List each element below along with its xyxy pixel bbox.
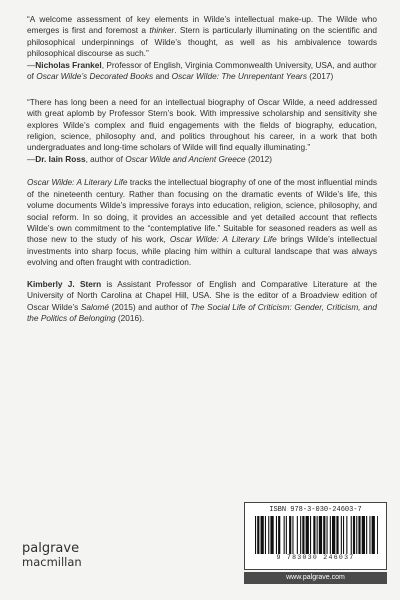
barcode-bar: [300, 516, 301, 554]
author-name: Kimberly J. Stern: [27, 278, 102, 289]
author-bio: Kimberly J. Stern is Assistant Professor of English and Comparative Literature at the University of North Carolina at Chapel Hill, USA. She is the editor of a Broadview edition of Oscar Wilde’s Salomé (2015) and author of The Social Life of Criticism: Gender, Criticism, and the Politics of Belonging (2016).: [27, 278, 378, 324]
barcode-bar: [265, 516, 266, 554]
barcode-bar: [327, 516, 328, 554]
review-attribution-ross: —Dr. Iain Ross, author of Oscar Wilde and Ancient Greece (2012): [27, 153, 272, 164]
barcode-bar: [372, 516, 375, 554]
palgrave-macmillan-logo: [22, 542, 82, 569]
reviewer-name: Dr. Iain Ross: [35, 153, 86, 164]
barcode-bar: [255, 516, 256, 554]
barcode-bar: [330, 516, 331, 554]
barcode-bar: [268, 516, 269, 554]
barcode-bar: [369, 516, 370, 554]
review-attribution-frankel: —Nicholas Frankel, Professor of English, Virginia Commonwealth University, USA, and author of Oscar Wilde’s Decorated Books and Oscar Wilde: The Unrepentant Years (2017): [27, 59, 377, 82]
barcode-bar: [362, 516, 365, 554]
barcode-bar: [353, 516, 355, 554]
barcode-icon: [255, 516, 378, 554]
barcode-bar: [319, 516, 322, 554]
barcode-bar: [358, 516, 360, 554]
barcode-bar: [276, 516, 277, 554]
barcode-bar: [346, 516, 347, 554]
isbn-label: ISBN 978-3-030-24603-7: [269, 506, 362, 514]
barcode-bar: [332, 516, 335, 554]
barcode-bar: [286, 516, 287, 554]
logo-line-macmillan: macmillan: [22, 555, 82, 569]
barcode-bar: [313, 516, 315, 554]
barcode-bar: [343, 516, 344, 554]
review-quote-ross: “There has long been a need for an intellectual biography of Oscar Wilde, a need addressed with great aplomb by Professor Stern’s book. With impressive scholarship and sensitivity she explores Wilde’s complex and fluid engagements with the fields of biography, education, religion, science, philosophy and, and politics throughout his career, in a work that both undergraduates and long-time scholars of Wilde will find equally illuminating.”: [27, 96, 377, 153]
logo-line-palgrave: palgrave: [22, 541, 80, 556]
barcode-bar: [306, 516, 309, 554]
barcode-bar: [292, 516, 293, 554]
reviewer-name: Nicholas Frankel: [35, 59, 102, 70]
barcode-bar: [289, 516, 291, 554]
barcode-bar: [336, 516, 338, 554]
barcode-bar: [302, 516, 304, 554]
barcode-bar: [278, 516, 280, 554]
back-cover-text: [27, 14, 377, 325]
barcode-bar: [317, 516, 318, 554]
barcode-bar: [261, 516, 264, 554]
barcode-bar: [297, 516, 298, 554]
barcode-bar: [377, 516, 378, 554]
review-quote-frankel: “A welcome assessment of key elements in Wilde’s intellectual make-up. The Wilde who emerges is first and foremost a thinker. Stern is particularly illuminating on the scientific and philosophical underpinnings of Wilde’s thought, as well as his ambivalence towards philosophical discourse as such.”: [27, 14, 378, 59]
barcode-bar: [284, 516, 285, 554]
barcode-bar: [366, 516, 367, 554]
barcode-bar: [270, 516, 273, 554]
isbn-barcode: [244, 502, 387, 570]
barcode-bar: [323, 516, 325, 554]
barcode-bar: [257, 516, 259, 554]
publisher-website: www.palgrave.com: [244, 572, 387, 584]
barcode-bar: [341, 516, 342, 554]
barcode-bar: [310, 516, 311, 554]
barcode-bar: [351, 516, 352, 554]
book-description: Oscar Wilde: A Literary Life tracks the intellectual biography of one of the most influential minds of the nineteenth century. Rather than focusing on the dramatic events of Wilde’s life, this volume documents Wilde’s impressive forays into education, religion, science, philosophy, and social reform. In so doing, it provides an accessible and yet detailed account that reflects Wilde’s own commitment to the “contemplative life.” Suitable for seasoned readers as well as those new to the study of his work, Oscar Wilde: A Literary Life brings Wilde’s intellectual investments into sharp focus, while placing him within a cultural landscape that was always evolving and often fraught with contradiction.: [27, 177, 377, 268]
barcode-bar: [356, 516, 357, 554]
barcode-digits: 9 783030 246037: [276, 554, 355, 561]
